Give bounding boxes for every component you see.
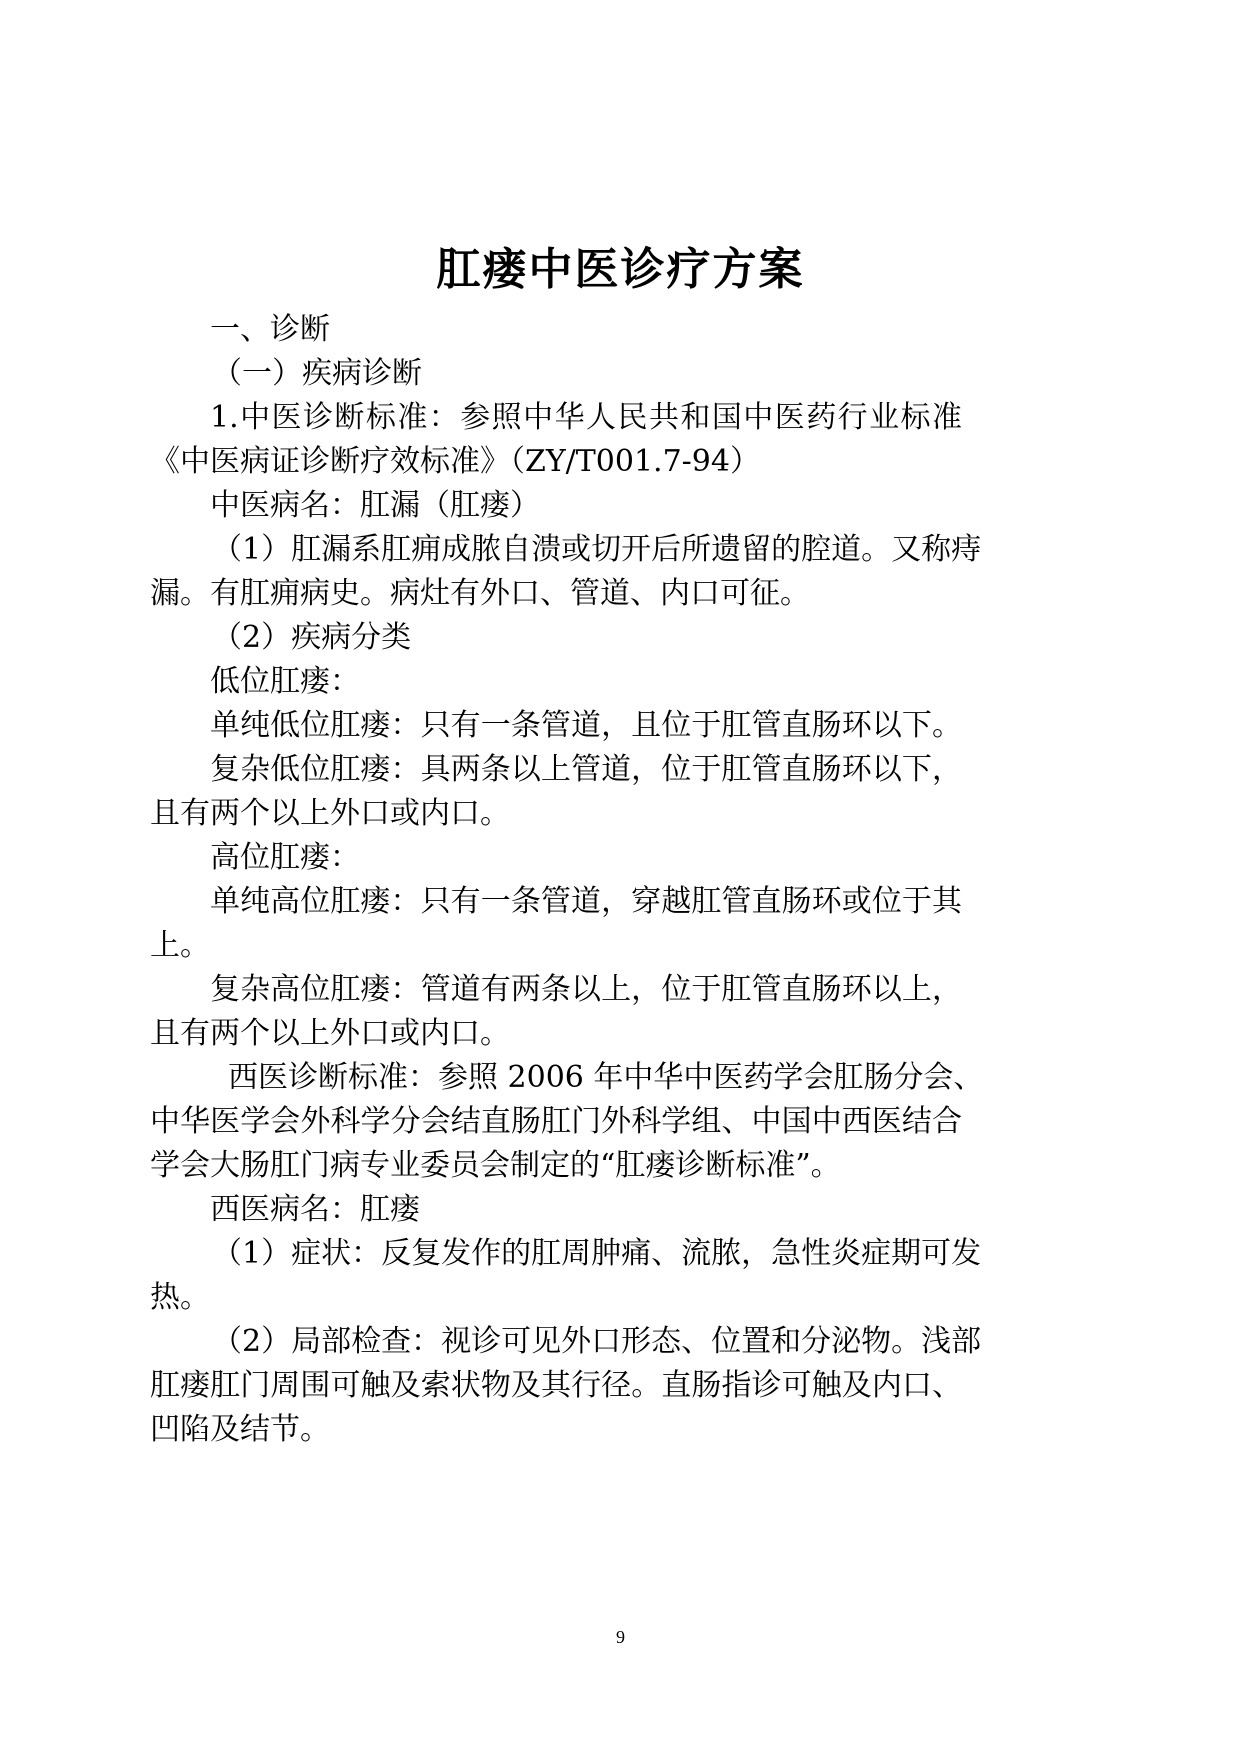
section-heading-diagnosis: 一、诊断 bbox=[210, 312, 330, 347]
paragraph-line: （1）症状：反复发作的肛周肿痛、流脓，急性炎症期可发 bbox=[212, 1236, 982, 1271]
paragraph-line: 1.中医诊断标准：参照中华人民共和国中医药行业标准 bbox=[210, 400, 962, 435]
page-number: 9 bbox=[616, 1627, 625, 1647]
paragraph-line: （2）疾病分类 bbox=[212, 620, 412, 655]
paragraph-line: （1）肛漏系肛痈成脓自溃或切开后所遗留的腔道。又称痔 bbox=[212, 532, 982, 567]
paragraph-line: 复杂低位肛瘘：具两条以上管道，位于肛管直肠环以下， bbox=[210, 752, 962, 787]
paragraph-line: 单纯高位肛瘘：只有一条管道，穿越肛管直肠环或位于其 bbox=[210, 884, 962, 919]
paragraph-line: （2）局部检查：视诊可见外口形态、位置和分泌物。浅部 bbox=[212, 1324, 982, 1359]
paragraph-line: 高位肛瘘： bbox=[210, 840, 360, 875]
document-title: 肛瘘中医诊疗方案 bbox=[436, 244, 805, 295]
paragraph-line: 西医病名：肛瘘 bbox=[210, 1192, 420, 1227]
paragraph-line: 学会大肠肛门病专业委员会制定的“肛瘘诊断标准”。 bbox=[150, 1148, 841, 1183]
paragraph-line: 热。 bbox=[150, 1280, 210, 1315]
paragraph-line: 单纯低位肛瘘：只有一条管道，且位于肛管直肠环以下。 bbox=[210, 708, 962, 743]
paragraph-line: 且有两个以上外口或内口。 bbox=[150, 1016, 510, 1051]
paragraph-line: 漏。有肛痈病史。病灶有外口、管道、内口可征。 bbox=[150, 576, 810, 611]
paragraph-line: 复杂高位肛瘘：管道有两条以上，位于肛管直肠环以上， bbox=[210, 972, 962, 1007]
paragraph-line: 低位肛瘘： bbox=[210, 664, 360, 699]
paragraph-line: 凹陷及结节。 bbox=[150, 1412, 330, 1447]
paragraph-line: 西医诊断标准：参照 2006 年中华中医药学会肛肠分会、 bbox=[228, 1060, 984, 1095]
paragraph-line: 且有两个以上外口或内口。 bbox=[150, 796, 510, 831]
subsection-heading-disease-diagnosis: （一）疾病诊断 bbox=[212, 356, 422, 391]
paragraph-line: 中华医学会外科学分会结直肠肛门外科学组、中国中西医结合 bbox=[150, 1104, 962, 1139]
paragraph-line: 肛瘘肛门周围可触及索状物及其行径。直肠指诊可触及内口、 bbox=[150, 1368, 962, 1403]
paragraph-line: 中医病名：肛漏（肛瘘） bbox=[210, 488, 540, 523]
paragraph-line: 上。 bbox=[150, 928, 210, 963]
paragraph-line: 《中医病证诊断疗效标准》（ZY/T001.7-94） bbox=[150, 444, 760, 479]
